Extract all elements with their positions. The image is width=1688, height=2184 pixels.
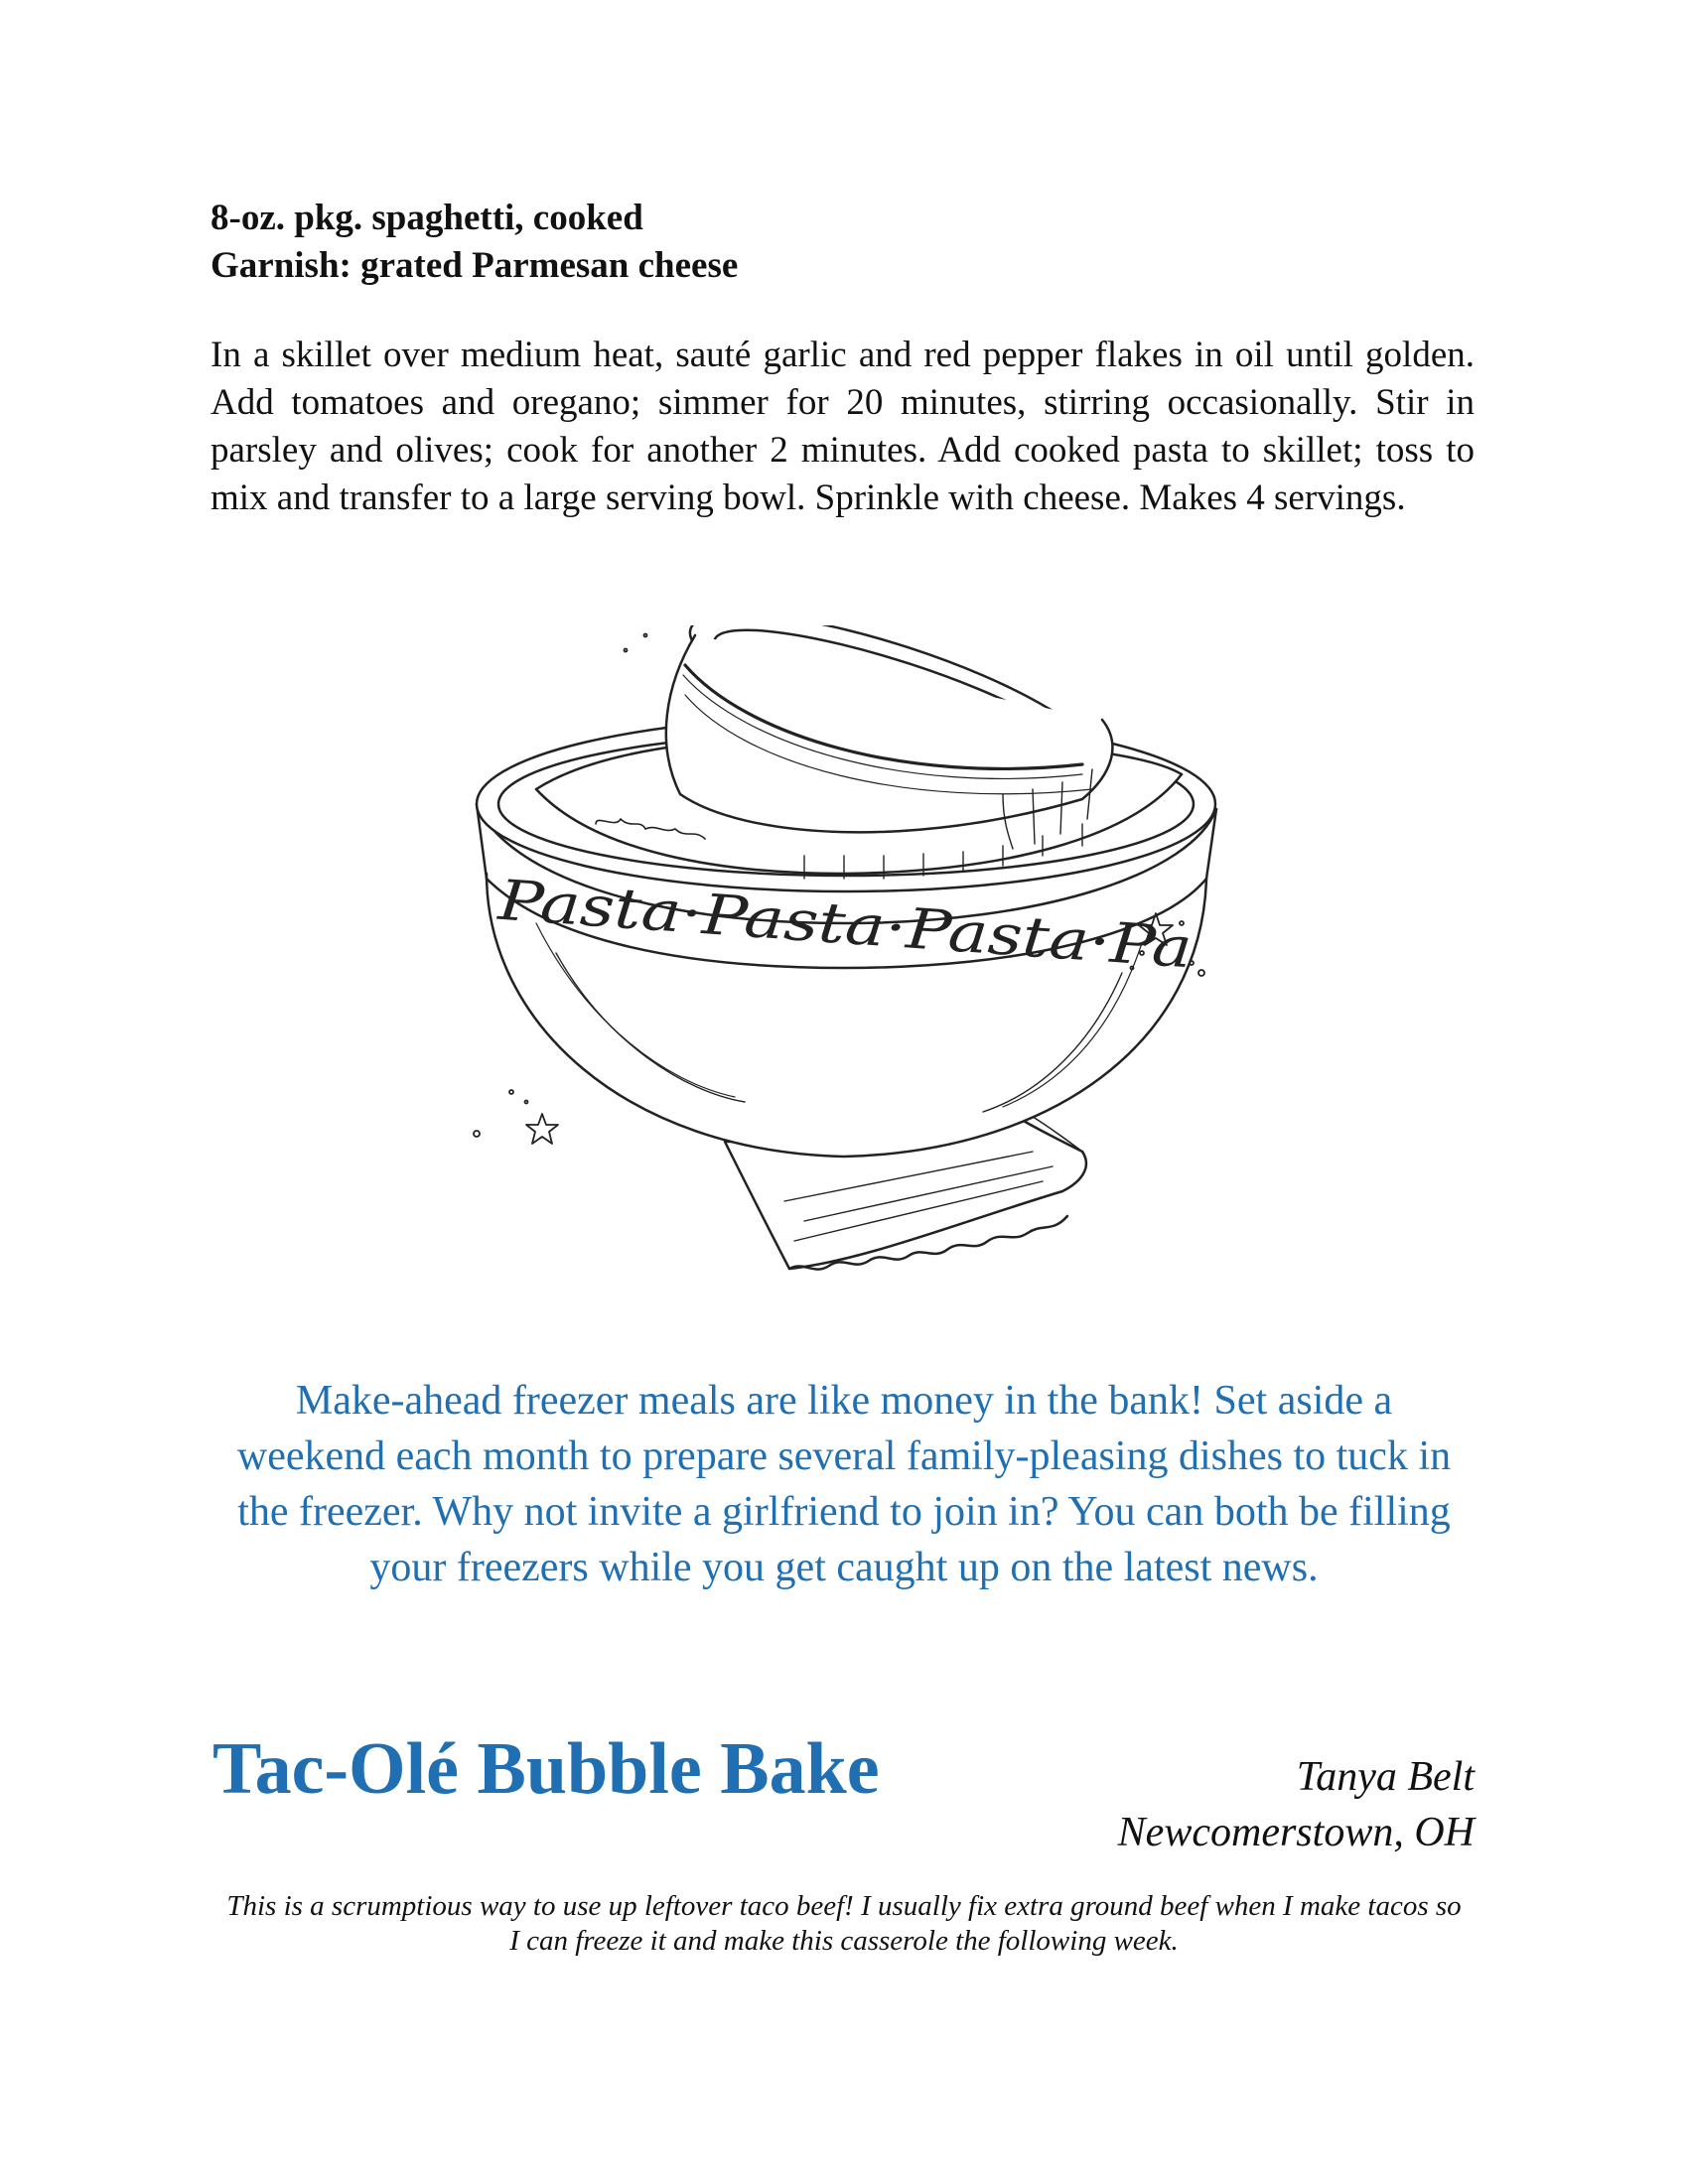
author-name: Tanya Belt (1296, 1754, 1475, 1800)
freezer-meal-tip: Make-ahead freezer meals are like money in the bank! Set aside a weekend each month to prepare several family-pleasing dishes to tuck in the freezer. Why not invite a girlfriend to join in? You can both be filling your freezers while you get caught up on the latest news. (236, 1378, 1452, 1590)
pasta-bowls-illustration (447, 625, 1261, 1310)
bowl-band-text: Pasta·Pasta·Pasta·Pa (495, 868, 1077, 974)
ingredient-item: Garnish: grated Parmesan cheese (211, 245, 739, 286)
recipe-intro: This is a scrumptious way to use up leftover taco beef! I usually fix extra ground beef when I make tacos so I can freeze it and make this casserole the following week. (226, 1890, 1462, 1957)
stacked-bowls-drawing (447, 625, 1261, 1310)
author-location: Newcomerstown, OH (1117, 1810, 1475, 1855)
ingredient-list (211, 195, 1481, 290)
ingredient-item: 8-oz. pkg. spaghetti, cooked (211, 198, 643, 238)
recipe-directions: In a skillet over medium heat, sauté garlic and red pepper flakes in oil until golden. Add tomatoes and oregano; simmer for 20 minutes, stirring occasionally. Stir in parsley and olives; cook for another 2 minutes. Add cooked pasta to skillet; toss to mix and transfer to a large serving bowl. Sprinkle with cheese. Makes 4 servings. (211, 335, 1475, 518)
recipe-title: Tac-Olé Bubble Bake (212, 1728, 880, 1810)
recipe-author (1118, 1749, 1475, 1860)
